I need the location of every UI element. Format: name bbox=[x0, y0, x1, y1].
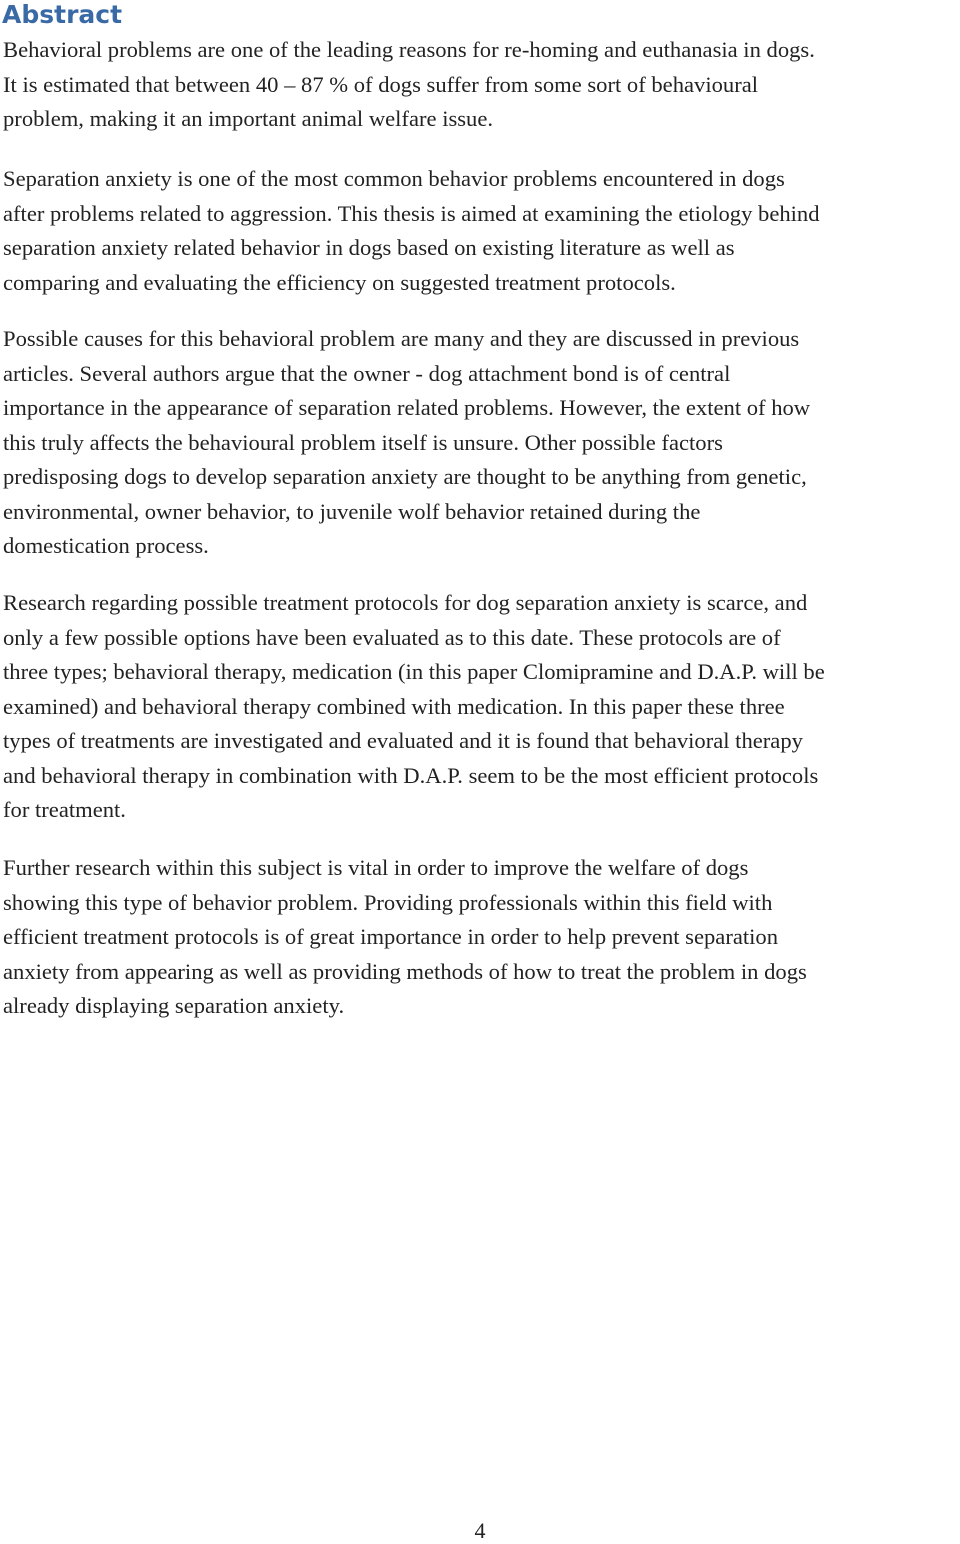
paragraph-line: this truly affects the behavioural problem itself is unsure. Other possible factors bbox=[3, 429, 723, 455]
paragraph-line: It is estimated that between 40 – 87 % of dogs suffer from some sort of behavioural bbox=[3, 71, 759, 97]
paragraph-line: separation anxiety related behavior in dogs based on existing literature as well as bbox=[3, 235, 735, 260]
paragraph-line: Research regarding possible treatment protocols for dog separation anxiety is scarce, and bbox=[3, 590, 808, 615]
paragraph-line: Separation anxiety is one of the most common behavior problems encountered in dogs bbox=[3, 166, 785, 191]
paragraph-line: efficient treatment protocols is of great importance in order to help prevent separation bbox=[3, 924, 779, 949]
paragraph-line: predisposing dogs to develop separation anxiety are thought to be anything from genetic, bbox=[3, 464, 807, 489]
paragraph-line: articles. Several authors argue that the owner - dog attachment bond is of central bbox=[3, 360, 731, 386]
paragraph-line: three types; behavioral therapy, medication (in this paper Clomipramine and D.A.P. will be bbox=[3, 659, 825, 684]
section-heading: Abstract bbox=[2, 0, 123, 29]
paragraph-line: Behavioral problems are one of the leading reasons for re-homing and euthanasia in dogs. bbox=[3, 37, 815, 62]
paragraph-line: problem, making it an important animal welfare issue. bbox=[3, 106, 494, 131]
paragraph-line: importance in the appearance of separation related problems. However, the extent of how bbox=[3, 395, 811, 420]
paragraph-4 bbox=[3, 586, 960, 828]
paragraph-line: already displaying separation anxiety. bbox=[3, 993, 345, 1018]
paragraph-line: domestication process. bbox=[3, 533, 209, 558]
paragraph-line: and behavioral therapy in combination with D.A.P. seem to be the most efficient protocols bbox=[3, 762, 819, 788]
paragraph-line: environmental, owner behavior, to juvenile wolf behavior retained during the bbox=[3, 498, 701, 524]
paragraph-line: types of treatments are investigated and evaluated and it is found that behavioral therapy bbox=[3, 728, 803, 753]
paragraph-line: Further research within this subject is vital in order to improve the welfare of dogs bbox=[3, 855, 749, 880]
paragraph-2 bbox=[3, 162, 960, 300]
paragraph-1 bbox=[3, 33, 960, 137]
paragraph-line: Possible causes for this behavioral problem are many and they are discussed in previous bbox=[3, 326, 800, 351]
page-number: 4 bbox=[474, 1518, 486, 1543]
paragraph-line: after problems related to aggression. This thesis is aimed at examining the etiology behind bbox=[3, 200, 820, 226]
paragraph-5 bbox=[3, 851, 960, 1024]
paragraph-line: examined) and behavioral therapy combined with medication. In this paper these three bbox=[3, 693, 785, 719]
paragraph-line: anxiety from appearing as well as providing methods of how to treat the problem in dogs bbox=[3, 958, 807, 984]
paragraph-3 bbox=[3, 322, 960, 564]
paragraph-line: for treatment. bbox=[3, 797, 126, 822]
paragraph-line: only a few possible options have been evaluated as to this date. These protocols are of bbox=[3, 624, 781, 650]
paragraph-line: comparing and evaluating the efficiency on suggested treatment protocols. bbox=[3, 269, 676, 295]
paragraph-line: showing this type of behavior problem. Providing professionals within this field with bbox=[3, 889, 773, 915]
